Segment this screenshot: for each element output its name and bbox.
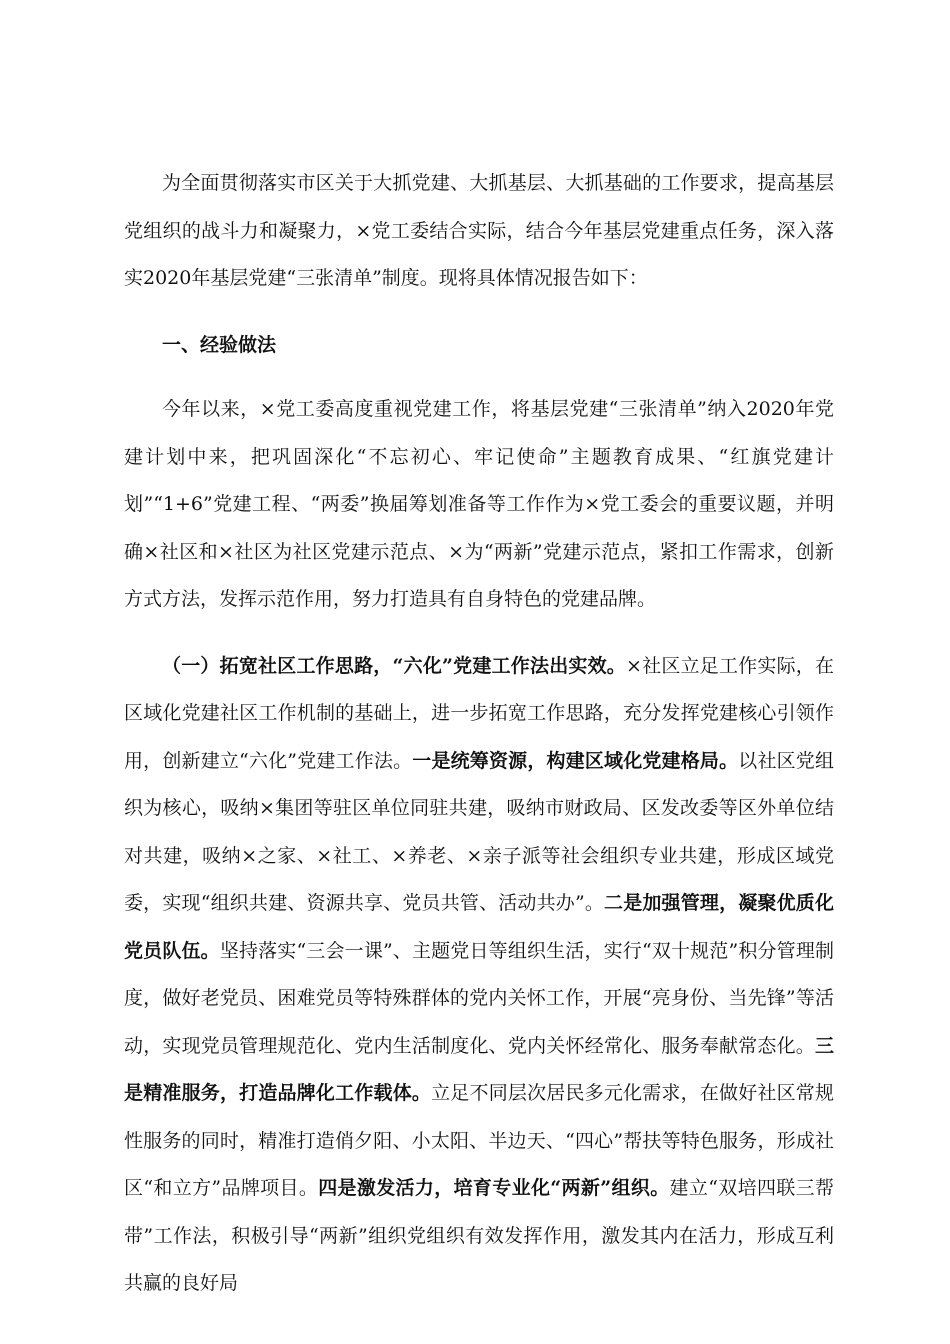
subsection-paragraph	[124, 643, 834, 1308]
point-2-heading: 二是加强管理，凝聚优质化党员队伍。	[124, 892, 834, 962]
subsection-text-2: 以社区党组织为核心，吸纳×集团等驻区单位同驻共建，吸纳市财政局、区发改委等区外单位结对共建，吸纳×之家、×社工、×养老、×亲子派等社会组织专业共建，形成区域党委，实现“组织共建、资源共享、党员共管、活动共办”。	[124, 749, 834, 914]
overview-paragraph: 今年以来，×党工委高度重视党建工作，将基层党建“三张清单”纳入2020年党建计划中来，把巩固深化“不忘初心、牢记使命”主题教育成果、“红旗党建计划”“1+6”党建工程、“两委”换届筹划准备等工作作为×党工委会的重要议题，并明确×社区和×社区为社区党建示范点、×为“两新”党建示范点，紧扣工作需求，创新方式方法，发挥示范作用，努力打造具有自身特色的党建品牌。	[124, 398, 834, 610]
subsection-text-4: 立足不同层次居民多元化需求，在做好社区常规性服务的同时，精准打造俏夕阳、小太阳、半边天、“四心”帮扶等特色服务，形成社区“和立方”品牌项目。	[124, 1082, 834, 1199]
subsection-text-1: ×社区立足工作实际，在区域化党建社区工作机制的基础上，进一步拓宽工作思路，充分发挥党建核心引领作用，创新建立“六化”党建工作法。	[124, 654, 834, 772]
point-1-heading: 一是统筹资源，构建区域化党建格局。	[412, 749, 739, 772]
document-page	[124, 160, 834, 1308]
point-4-heading: 四是激发活力，培育专业化“两新”组织。	[318, 1177, 670, 1199]
subsection-lead: （一）拓宽社区工作思路，“六化”党建工作法出实效。	[162, 654, 627, 677]
intro-paragraph: 为全面贯彻落实市区关于大抓党建、大抓基层、大抓基础的工作要求，提高基层党组织的战斗力和凝聚力，×党工委结合实际，结合今年基层党建重点任务，深入落实2020年基层党建“三张清单”制度。现将具体情况报告如下：	[124, 172, 834, 289]
subsection-text-5: 建立“双培四联三帮带”工作法，积极引导“两新”组织党组织有效发挥作用，激发其内在活力，形成互利共赢的良好局	[124, 1177, 834, 1294]
section-heading: 一、经验做法	[162, 333, 277, 356]
point-3-heading: 三是精准服务，打造品牌化工作载体。	[124, 1034, 834, 1104]
subsection-text-3: 坚持落实“三会一课”、主题党日等组织生活，实行“双十规范”积分管理制度，做好老党员、困难党员等特殊群体的党内关怀工作，开展“亮身份、当先锋”等活动，实现党员管理规范化、党内生活制度化、党内关怀经常化、服务奉献常态化。	[124, 939, 834, 1057]
